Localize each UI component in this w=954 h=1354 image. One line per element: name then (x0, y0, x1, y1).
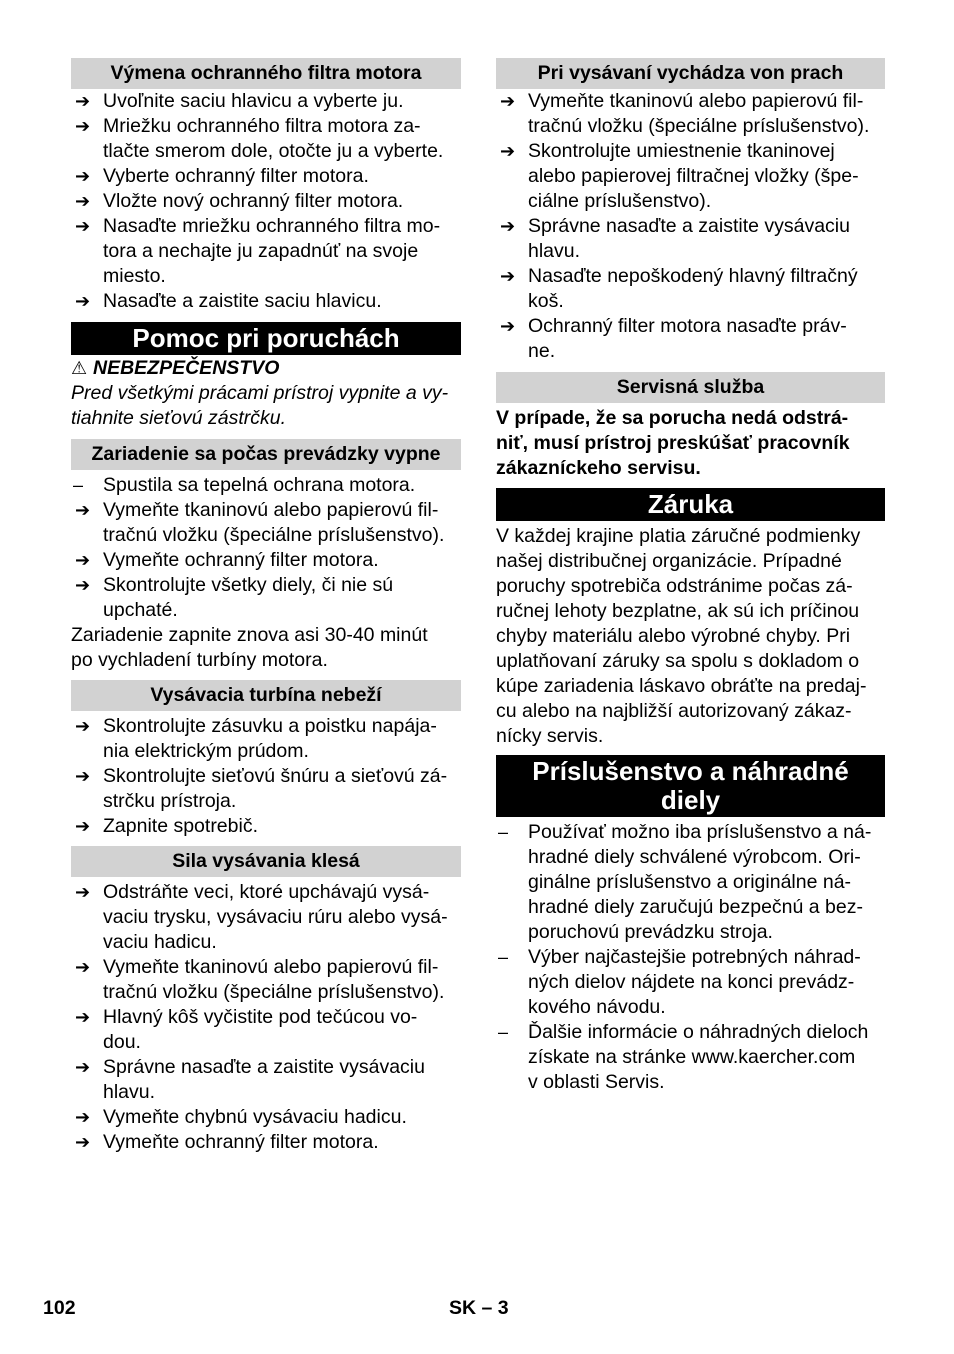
section-heading-troubleshooting: Pomoc pri poruchách (71, 322, 461, 355)
list-item: ➔ Správne nasaďte a zaistite vysávaciu hlavu. (75, 1056, 425, 1103)
list-item: ➔ Vymeňte ochranný filter motora. (75, 549, 379, 571)
arrow-icon: ➔ (500, 141, 516, 161)
device-turns-off-steps (71, 473, 461, 623)
list-item: ➔ Vymeňte tkaninovú alebo papierovú fil- tračnú vložku (špeciálne príslušenstvo). (75, 499, 445, 546)
section-heading-service: Servisná služba (496, 372, 885, 403)
list-item: ➔ Nasaďte a zaistite saciu hlavicu. (75, 290, 382, 312)
section-heading-suction-drops: Sila vysávania klesá (71, 846, 461, 877)
arrow-icon: ➔ (75, 550, 91, 570)
list-item: – Výber najčastejšie potrebných náhrad- ných dielov nájdete na konci prevádz- kového návodu. (498, 946, 861, 1018)
section-heading-accessories: Príslušenstvo a náhradné diely (496, 755, 885, 817)
list-item: ➔ Nasaďte mriežku ochranného filtra mo- tora a nechajte ju zapadnúť na svoje miesto. (75, 215, 441, 287)
right-column (496, 58, 885, 1095)
language-page-label: SK – 3 (449, 1297, 509, 1319)
list-item: ➔ Skontrolujte všetky diely, či nie sú upchaté. (75, 574, 394, 621)
arrow-icon: ➔ (75, 1007, 91, 1027)
list-item: – Používať možno iba príslušenstvo a ná- hradné diely schválené výrobcom. Ori- ginálne príslušenstvo a originálne ná- hradné diely zaručujú bezpečnú a bez- poruchovú prevádzku stroja. (498, 821, 872, 943)
list-item: ➔ Odstráňte veci, ktoré upchávajú vysá- vaciu trysku, vysávaciu rúru alebo vysá- vaciu hadicu. (75, 881, 448, 953)
suction-steps (71, 880, 461, 1155)
service-text: V prípade, že sa porucha nedá odstrá- niť, musí prístroj preskúšať pracovník zákazníckeho servisu. (496, 407, 850, 479)
arrow-icon: ➔ (75, 500, 91, 520)
list-item: ➔ Správne nasaďte a zaistite vysávaciu hlavu. (500, 215, 850, 262)
warning-title: ⚠ NEBEZPEČENSTVO (71, 357, 280, 379)
list-item: – Ďalšie informácie o náhradných dieloch získate na stránke www.kaercher.com v oblasti Servis. (498, 1021, 869, 1093)
list-item: ➔ Skontrolujte zásuvku a poistku napája- nia elektrickým prúdom. (75, 715, 437, 762)
section-heading-warranty: Záruka (496, 488, 885, 521)
page-number: 102 (43, 1297, 76, 1319)
dash-icon: – (73, 475, 84, 495)
arrow-icon: ➔ (75, 1107, 91, 1127)
list-item: ➔ Skontrolujte umiestnenie tkaninovej alebo papierovej filtračnej vložky (špe- ciálne príslušenstvo). (500, 140, 859, 212)
list-item: ➔ Vymeňte tkaninovú alebo papierovú fil- tračnú vložku (špeciálne príslušenstvo). (500, 90, 870, 137)
warranty-text: V každej krajine platia záručné podmienky našej distribučnej organizácie. Prípadné poruchy spotrebiča odstránime počas zá- ručnej lehoty bezplatne, ak sú ich príčinou chyby materiálu alebo výrobné chyby. Pri uplatňovaní záruky sa spolu s dokladom o kúpe zariadenia láskavo obráťte na predaj- cu alebo na najbližší autorizovaný zákaz- nícky servis. (496, 525, 867, 747)
arrow-icon: ➔ (75, 166, 91, 186)
arrow-icon: ➔ (75, 575, 91, 595)
section-heading-dust-escapes: Pri vysávaní vychádza von prach (496, 58, 885, 89)
arrow-icon: ➔ (75, 91, 91, 111)
section-heading-device-turns-off: Zariadenie sa počas prevádzky vypne (71, 439, 461, 470)
list-item: ➔ Vymeňte ochranný filter motora. (75, 1131, 379, 1153)
section-heading-motor-filter: Výmena ochranného filtra motora (71, 58, 461, 89)
left-column (71, 58, 461, 1155)
arrow-icon: ➔ (75, 882, 91, 902)
motor-filter-steps (71, 89, 461, 314)
list-item: ➔ Vyberte ochranný filter motora. (75, 165, 369, 187)
arrow-icon: ➔ (75, 766, 91, 786)
arrow-icon: ➔ (75, 1057, 91, 1077)
restart-note: Zariadenie zapnite znova asi 30-40 minút po vychladení turbíny motora. (71, 624, 428, 671)
arrow-icon: ➔ (75, 716, 91, 736)
list-item: ➔ Vložte nový ochranný filter motora. (75, 190, 404, 212)
list-item: ➔ Vymeňte chybnú vysávaciu hadicu. (75, 1106, 407, 1128)
dust-steps (496, 89, 885, 364)
arrow-icon: ➔ (75, 1132, 91, 1152)
arrow-icon: ➔ (75, 816, 91, 836)
arrow-icon: ➔ (500, 266, 516, 286)
dash-icon: – (498, 822, 509, 842)
arrow-icon: ➔ (75, 957, 91, 977)
list-item: ➔ Hlavný kôš vyčistite pod tečúcou vo- dou. (75, 1006, 418, 1053)
arrow-icon: ➔ (500, 216, 516, 236)
turbine-steps (71, 714, 461, 839)
arrow-icon: ➔ (75, 216, 91, 236)
arrow-icon: ➔ (500, 91, 516, 111)
accessories-list (496, 820, 885, 1095)
list-item: ➔ Vymeňte tkaninovú alebo papierovú fil- tračnú vložku (špeciálne príslušenstvo). (75, 956, 445, 1003)
list-item: ➔ Mriežku ochranného filtra motora za- tlačte smerom dole, otočte ju a vyberte. (75, 115, 444, 162)
warning-icon: ⚠ (71, 358, 88, 378)
list-item: – Spustila sa tepelná ochrana motora. (73, 474, 416, 496)
list-item: ➔ Nasaďte nepoškodený hlavný filtračný koš. (500, 265, 858, 312)
list-item: ➔ Zapnite spotrebič. (75, 815, 259, 837)
arrow-icon: ➔ (75, 191, 91, 211)
section-heading-turbine-not-running: Vysávacia turbína nebeží (71, 680, 461, 711)
list-item: ➔ Uvoľnite saciu hlavicu a vyberte ju. (75, 90, 404, 112)
list-item: ➔ Ochranný filter motora nasaďte práv- ne. (500, 315, 847, 362)
dash-icon: – (498, 947, 509, 967)
warning-text: Pred všetkými prácami prístroj vypnite a vy- tiahnite sieťovú zástrčku. (71, 382, 449, 429)
arrow-icon: ➔ (75, 291, 91, 311)
dash-icon: – (498, 1022, 509, 1042)
arrow-icon: ➔ (75, 116, 91, 136)
list-item: ➔ Skontrolujte sieťovú šnúru a sieťovú zá- strčku prístroja. (75, 765, 448, 812)
arrow-icon: ➔ (500, 316, 516, 336)
